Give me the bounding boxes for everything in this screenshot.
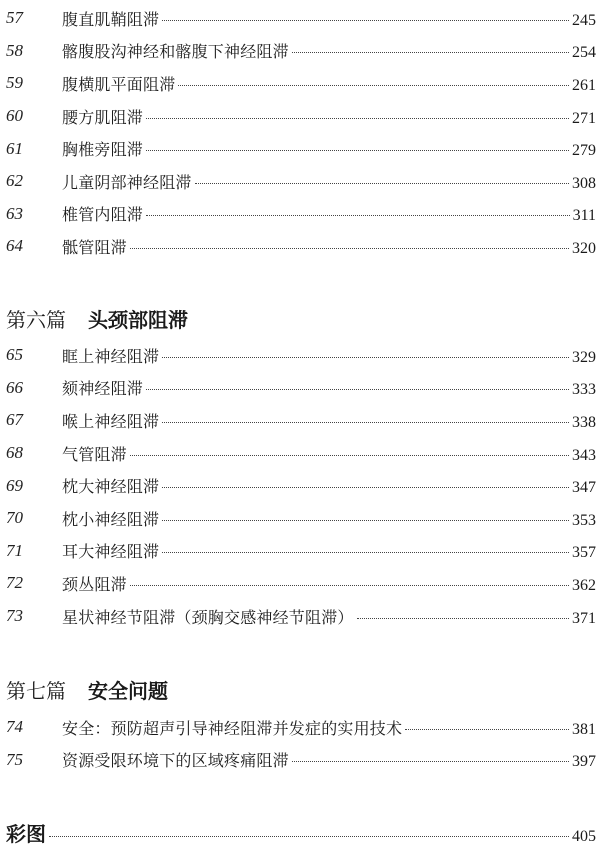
entry-number: 59 [6,73,23,93]
entry-line [62,474,596,497]
entry-title: 儿童阴部神经阻滞 [62,172,192,192]
entry-number: 58 [6,40,23,60]
dot-leader [162,20,569,21]
entry-line [62,605,596,628]
entry-line [62,137,596,160]
part-label: 第七篇 [6,679,66,703]
entry-line [62,442,596,465]
part-label: 第六篇 [6,308,66,332]
toc-entry[interactable] [0,600,600,633]
entry-line [62,7,596,30]
entry-line [62,572,596,595]
entry-title: 耳大神经阻滞 [62,542,160,562]
entry-line [62,716,596,739]
dot-leader [292,52,569,53]
toc-entry[interactable] [0,100,600,133]
entry-line [62,105,596,128]
dot-leader [405,729,569,730]
toc-entry[interactable] [0,469,600,502]
entry-number: 71 [6,540,23,560]
dot-leader [162,357,569,358]
entry-line [62,72,596,95]
dot-leader [195,183,569,184]
entry-title: 椎管内阻滞 [62,205,144,225]
entry-title: 安全：预防超声引导神经阻滞并发症的实用技术 [62,718,403,738]
dot-leader [162,552,569,553]
toc-entry[interactable] [0,567,600,600]
entry-title: 眶上神经阻滞 [62,346,160,366]
entry-number: 73 [6,606,23,626]
entry-page: 261 [572,76,596,94]
toc-entry[interactable] [0,437,600,470]
dot-leader [178,85,569,86]
entry-title: 星状神经节阻滞（颈胸交感神经节阻滞） [62,607,354,627]
entry-number: 61 [6,138,23,158]
toc-entry-color-plates[interactable] [6,818,596,847]
dot-leader [49,836,569,837]
entry-page: 362 [572,576,596,594]
dot-leader [162,520,569,521]
entry-number: 57 [6,8,23,28]
entry-line [62,202,596,225]
part-heading[interactable] [6,304,188,333]
entry-page: 279 [572,142,596,160]
entry-page: 254 [572,44,596,62]
entry-page: 397 [572,753,596,771]
entry-number: 74 [6,717,23,737]
entry-line [62,507,596,530]
entry-number: 75 [6,749,23,769]
dot-leader [146,389,569,390]
dot-leader [146,215,570,216]
dot-leader [130,248,569,249]
entry-title: 喉上神经阻滞 [62,411,160,431]
dot-leader [357,618,569,619]
entry-page: 338 [572,413,596,431]
entry-number: 66 [6,377,23,397]
part-title: 安全问题 [88,679,168,703]
entry-title: 胸椎旁阻滞 [62,140,144,160]
entry-number: 62 [6,171,23,191]
toc-entry[interactable] [0,2,600,35]
toc-entry[interactable] [0,535,600,568]
toc-entry[interactable] [0,404,600,437]
entry-page: 311 [572,207,596,225]
entry-title: 气管阻滞 [62,444,127,464]
entry-line [62,748,596,771]
toc-group-head-neck [0,339,600,632]
toc-entry[interactable] [0,502,600,535]
entry-line [62,344,596,367]
entry-number: 69 [6,475,23,495]
entry-title: 资源受限环境下的区域疼痛阻滞 [62,751,289,771]
entry-page: 308 [572,174,596,192]
entry-page: 347 [572,479,596,497]
entry-page: 320 [572,239,596,257]
entry-line [62,235,596,258]
dot-leader [162,487,569,488]
entry-line [62,170,596,193]
entry-line [62,376,596,399]
entry-title: 颏神经阻滞 [62,379,144,399]
part-title: 头颈部阻滞 [88,308,188,332]
entry-line [62,39,596,62]
toc-entry[interactable] [0,339,600,372]
toc-group-safety [0,711,600,776]
dot-leader [130,455,569,456]
entry-page: 381 [572,720,596,738]
toc-entry[interactable] [0,230,600,263]
toc-entry[interactable] [0,35,600,68]
color-plates-title: 彩图 [6,822,46,846]
entry-number: 63 [6,203,23,223]
toc-entry[interactable] [0,198,600,231]
entry-title: 枕小神经阻滞 [62,509,160,529]
toc-entry[interactable] [0,132,600,165]
color-plates-page: 405 [572,828,596,845]
toc-entry[interactable] [0,711,600,744]
entry-title: 颈丛阻滞 [62,574,127,594]
entry-page: 245 [572,11,596,29]
entry-number: 70 [6,508,23,528]
entry-title: 腹横肌平面阻滞 [62,74,176,94]
entry-line [62,539,596,562]
toc-entry[interactable] [0,744,600,777]
dot-leader [130,585,569,586]
entry-page: 271 [572,109,596,127]
entry-number: 60 [6,106,23,126]
entry-title: 枕大神经阻滞 [62,477,160,497]
entry-page: 329 [572,348,596,366]
entry-title: 腹直肌鞘阻滞 [62,9,160,29]
part-heading[interactable] [6,675,168,704]
entry-page: 353 [572,511,596,529]
entry-page: 343 [572,446,596,464]
toc-entry[interactable] [0,372,600,405]
entry-title: 骶管阻滞 [62,237,127,257]
entry-number: 64 [6,236,23,256]
dot-leader [146,150,569,151]
entry-line [62,409,596,432]
toc-group-abdominal [0,2,600,263]
toc-entry[interactable] [0,67,600,100]
dot-leader [146,118,569,119]
dot-leader [292,761,569,762]
dot-leader [162,422,569,423]
entry-number: 68 [6,443,23,463]
entry-number: 67 [6,410,23,430]
entry-page: 333 [572,381,596,399]
entry-page: 357 [572,544,596,562]
entry-number: 72 [6,573,23,593]
toc-entry[interactable] [0,165,600,198]
entry-title: 髂腹股沟神经和髂腹下神经阻滞 [62,42,289,62]
entry-page: 371 [572,609,596,627]
entry-number: 65 [6,345,23,365]
entry-title: 腰方肌阻滞 [62,107,144,127]
